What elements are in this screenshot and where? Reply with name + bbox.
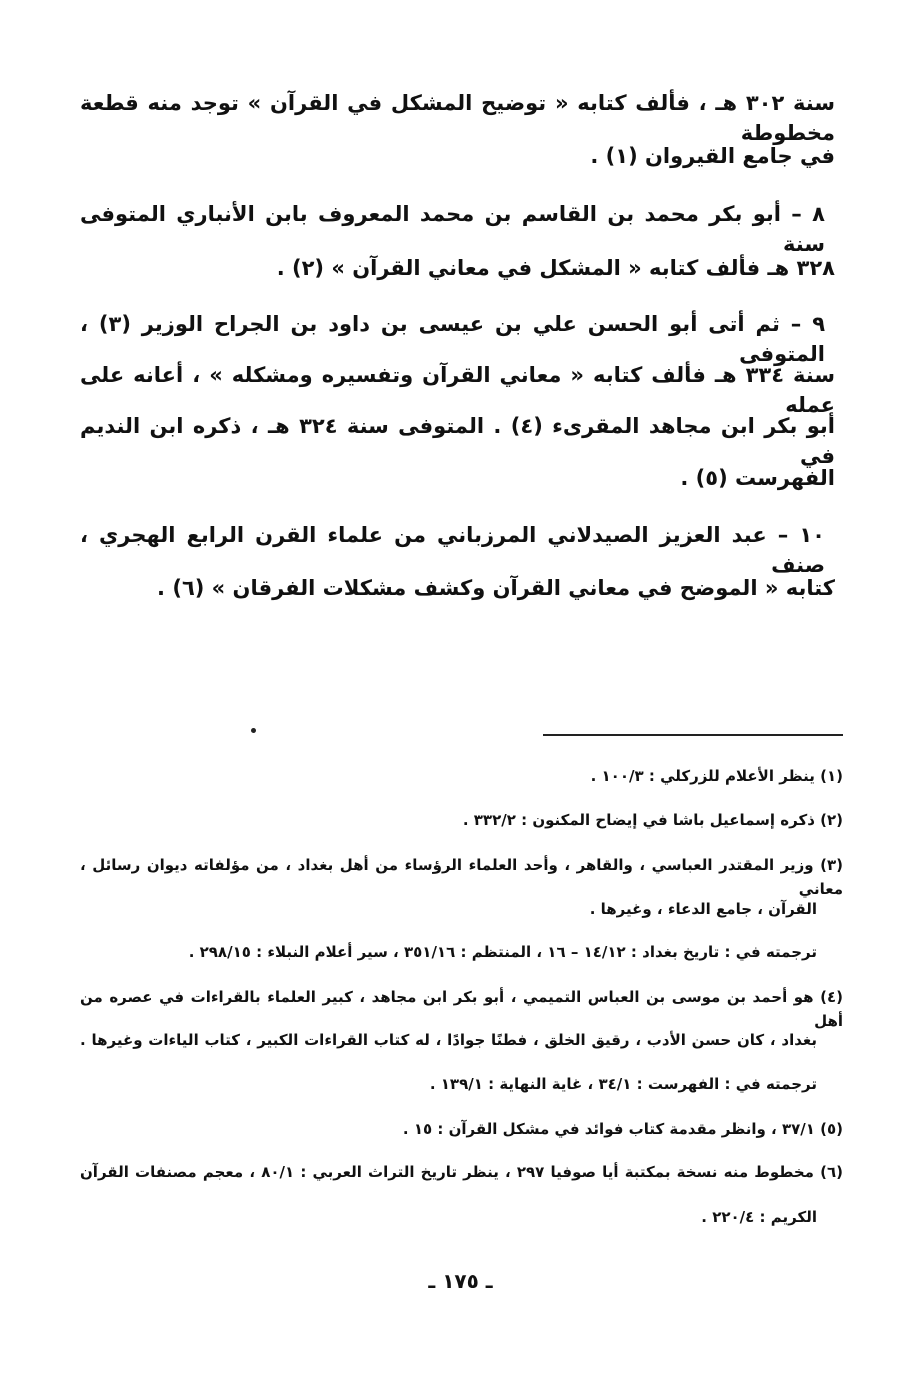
footnote-line: بغداد ، كان حسن الأدب ، رقيق الخلق ، فطنًا جوادًا ، له كتاب القراءات الكبير ، كتاب الياءات وغيرها .: [80, 1031, 817, 1049]
body-line: ٩ – ثم أتى أبو الحسن علي بن عيسى بن داود بن الجراح الوزير (٣) ، المتوفى: [80, 312, 826, 366]
footnote-line: ترجمته في : الفهرست : ٣٤/١ ، غاية النهاية : ١٣٩/١ .: [429, 1075, 817, 1093]
footnote-line: (٦) مخطوط منه نسخة بمكتبة أيا صوفيا ٢٩٧ ، ينظر تاريخ التراث العربي : ٨٠/١ ، معجم مصنفات القرآن: [80, 1163, 843, 1181]
body-line: أبو بكر ابن مجاهد المقرىء (٤) . المتوفى سنة ٣٢٤ هـ ، ذكره ابن النديم في: [80, 414, 835, 468]
body-line: كتابه « الموضح في معاني القرآن وكشف مشكلات الفرقان » (٦) .: [157, 576, 835, 600]
page-number: ـ ١٧٥ ـ: [428, 1269, 493, 1293]
footnote-line: (٤) هو أحمد بن موسى بن العباس التميمي ، أبو بكر ابن مجاهد ، كبير العلماء بالقراءات في عصره من أهل: [80, 988, 843, 1030]
body-line: في جامع القيروان (١) .: [590, 144, 835, 168]
body-line: سنة ٣٣٤ هـ فألف كتابه « معاني القرآن وتفسيره ومشكله » ، أعانه على عمله: [80, 363, 835, 417]
footnote-line: ترجمته في : تاريخ بغداد : ١٤/١٢ – ١٦ ، المنتظم : ٣٥١/١٦ ، سير أعلام النبلاء : ٢٩٨/١٥ .: [188, 943, 817, 961]
stray-dot: [251, 728, 256, 733]
footnote-line: القرآن ، جامع الدعاء ، وغيرها .: [589, 900, 817, 918]
body-line: الفهرست (٥) .: [680, 466, 835, 490]
body-line: ٣٢٨ هـ فألف كتابه « المشكل في معاني القرآن » (٢) .: [276, 256, 835, 280]
footnote-line: (٥) ٣٧/١ ، وانظر مقدمة كتاب فوائد في مشكل القرآن : ١٥ .: [402, 1120, 843, 1138]
footnote-line: الكريم : ٢٢٠/٤ .: [701, 1208, 817, 1226]
footnote-line: (٣) وزير المقتدر العباسي ، والقاهر ، وأحد العلماء الرؤساء من أهل بغداد ، من مؤلفاته ديوان رسائل ، معاني: [80, 856, 843, 898]
body-line: ١٠ – عبد العزيز الصيدلاني المرزباني من علماء القرن الرابع الهجري ، صنف: [80, 523, 825, 577]
footnote-line: (٢) ذكره إسماعيل باشا في إيضاح المكنون : ٣٣٢/٢ .: [462, 811, 843, 829]
footnote-separator: [543, 734, 843, 736]
body-line: سنة ٣٠٢ هـ ، فألف كتابه « توضيح المشكل في القرآن » توجد منه قطعة مخطوطة: [80, 91, 835, 145]
body-line: ٨ – أبو بكر محمد بن القاسم بن محمد المعروف بابن الأنباري المتوفى سنة: [80, 202, 825, 256]
footnote-line: (١) ينظر الأعلام للزركلي : ١٠٠/٣ .: [590, 767, 843, 785]
